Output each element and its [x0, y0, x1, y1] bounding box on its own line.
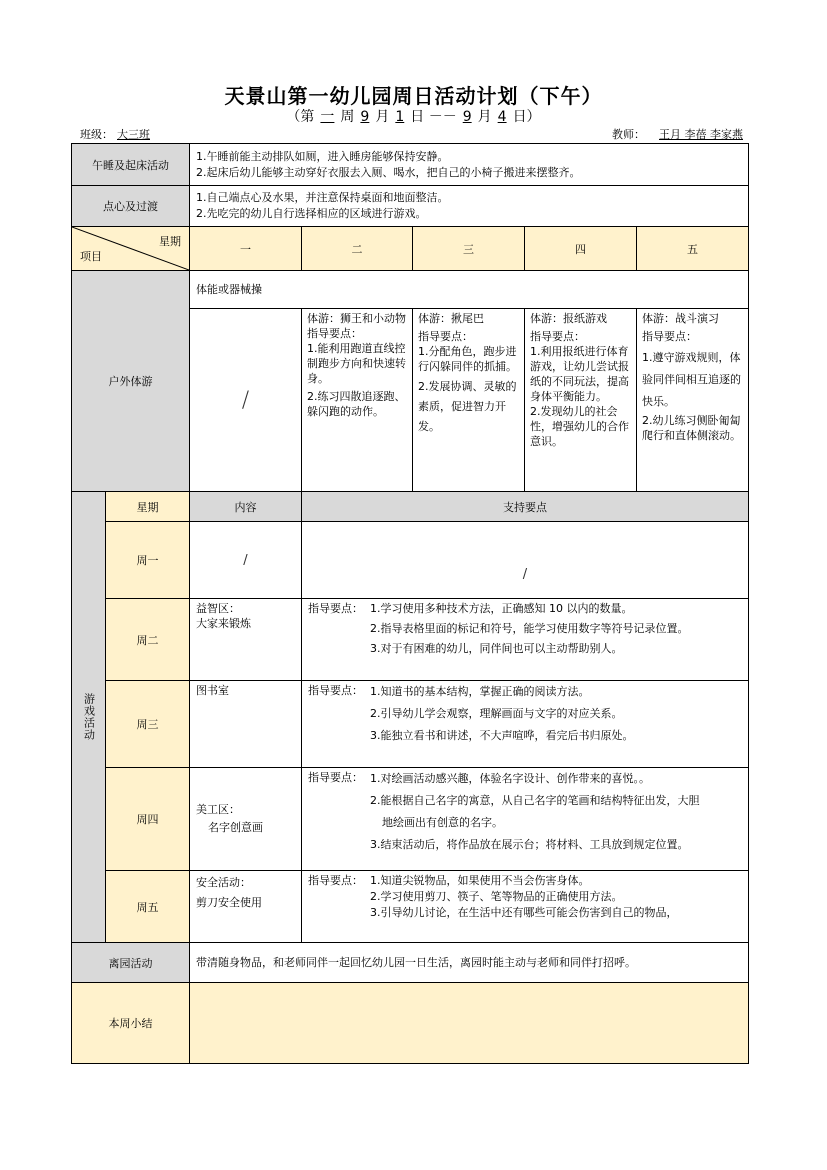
games-col-support: 支持要点: [302, 492, 749, 522]
snack-item: 1.自己端点心及水果，并注意保持桌面和地面整洁。: [196, 191, 449, 204]
games-points: [302, 522, 749, 599]
page-title: 天景山第一幼儿园周日活动计划（下午）: [224, 84, 603, 108]
outdoor-guide-label: 指导要点：: [530, 330, 585, 343]
outdoor-wednesday: [413, 309, 525, 492]
snack-item: 2.先吃完的幼儿自行选择相应的区域进行游戏。: [196, 207, 427, 220]
day-header-wed: 三: [413, 227, 525, 271]
guide-point: 3.对于有困难的幼儿，同伴间也可以主动帮助别人。: [370, 642, 623, 655]
outdoor-point: 1.遵守游戏规则，体验同伴间相互追逐的快乐。: [642, 351, 741, 408]
guide-label: 指导要点：: [308, 771, 363, 784]
class-info: [80, 126, 176, 142]
outdoor-title: 体游：报纸游戏: [530, 312, 607, 325]
start-day: 1: [395, 109, 405, 125]
guide-point: 3.结束活动后，将作品放在展示台；将材料、工具放到规定位置。: [370, 838, 689, 851]
guide-point: 3.能独立看书和讲述，不大声喧哗，看完后书归原处。: [370, 729, 634, 742]
games-content-line: 名字创意画: [208, 821, 263, 834]
games-content-line: 益智区：: [196, 602, 240, 615]
games-day: 周三: [106, 681, 190, 768]
nap-content: [190, 144, 749, 186]
outdoor-monday-slash: /: [241, 387, 250, 413]
leave-content: 带清随身物品，和老师同伴一起回忆幼儿园一日生活，离园时能主动与老师和同伴打招呼。: [190, 943, 749, 983]
guide-point: 1.学习使用多种技术方法，正确感知 10 以内的数量。: [370, 602, 633, 615]
games-points-slash: /: [522, 567, 528, 582]
date-suffix: 日）: [512, 109, 541, 125]
end-month-label: 月: [477, 109, 492, 125]
summary-label: 本周小结: [72, 983, 190, 1064]
guide-point: 1.知道尖锐物品，如果使用不当会伤害身体。: [370, 874, 590, 887]
end-month: 9: [462, 109, 472, 125]
corner-item-label: 项目: [80, 250, 102, 263]
summary-content[interactable]: [190, 983, 749, 1064]
outdoor-tuesday: [302, 309, 413, 492]
outdoor-friday: [637, 309, 749, 492]
class-value: 大三班: [117, 128, 150, 141]
guide-label: 指导要点：: [308, 602, 363, 615]
guide-label: 指导要点：: [308, 684, 363, 697]
games-points: [302, 599, 749, 681]
outdoor-title: 体游：揪尾巴: [418, 312, 484, 325]
guide-point: 2.指导表格里面的标记和符号，能学习使用数字等符号记录位置。: [370, 622, 689, 635]
leave-label: 离园活动: [72, 943, 190, 983]
outdoor-fitness-row: [72, 271, 749, 309]
leave-row: [72, 943, 749, 983]
day-header-thu: 四: [525, 227, 637, 271]
games-row-wed: [72, 681, 749, 768]
outdoor-title: 体游：狮王和小动物: [307, 312, 406, 325]
outdoor-point: 2.幼儿练习侧卧匍匐爬行和直体侧滚动。: [642, 414, 741, 442]
outdoor-monday: [190, 309, 302, 492]
week-number: 一: [320, 109, 335, 125]
class-label: 班级：: [80, 128, 113, 141]
games-content: [190, 522, 302, 599]
games-content-line: 安全活动：: [196, 876, 251, 889]
games-col-weekday: 星期: [106, 492, 190, 522]
snack-row: [72, 186, 749, 227]
games-day: 周四: [106, 768, 190, 871]
outdoor-point: 1.利用报纸进行体育游戏，让幼儿尝试报纸的不同玩法，提高身体平衡能力。: [530, 345, 629, 403]
activity-plan-table: [71, 143, 749, 1064]
outdoor-thursday: [525, 309, 637, 492]
snack-content: [190, 186, 749, 227]
games-row-fri: [72, 871, 749, 943]
outdoor-point: 2.发展协调、灵敏的素质，促进智力开发。: [418, 380, 517, 433]
games-content-line: 大家来锻炼: [196, 617, 251, 630]
outdoor-point: 1.能利用跑道直线控制跑步方向和快速转身。: [307, 342, 406, 385]
nap-item: 2.起床后幼儿能够主动穿好衣服去入厕、喝水，把自己的小椅子搬进来摆整齐。: [196, 165, 581, 179]
games-content-slash: /: [243, 552, 248, 568]
outdoor-guide-label: 指导要点：: [642, 330, 697, 343]
outdoor-label: 户外体游: [72, 271, 190, 492]
teacher-value: 王月 李蓓 李家燕: [659, 128, 743, 141]
outdoor-point: 2.发现幼儿的社会性，增强幼儿的合作意识。: [530, 405, 629, 448]
games-points: [302, 768, 749, 871]
week-suffix: 周: [340, 109, 355, 125]
day-header-mon: 一: [190, 227, 302, 271]
games-header-row: [72, 492, 749, 522]
guide-point: 2.能根据自己名字的寓意，从自己名字的笔画和结构特征出发，大胆: [370, 794, 700, 807]
games-row-thu: [72, 768, 749, 871]
games-content: [190, 871, 302, 943]
guide-point: 地绘画出有创意的名字。: [382, 816, 503, 829]
nap-row: [72, 144, 749, 186]
outdoor-guide-label: 指导要点：: [418, 330, 473, 343]
games-label: 游戏活动: [82, 693, 96, 741]
games-content: [190, 768, 302, 871]
games-points: [302, 871, 749, 943]
end-day: 4: [497, 109, 507, 125]
games-row-tue: [72, 599, 749, 681]
games-content-line: 剪刀安全使用: [196, 896, 262, 909]
guide-point: 2.引导幼儿学会观察，理解画面与文字的对应关系。: [370, 707, 623, 720]
games-day: 周二: [106, 599, 190, 681]
day-header-fri: 五: [637, 227, 749, 271]
guide-point: 1.对绘画活动感兴趣，体验名字设计、创作带来的喜悦。。: [370, 772, 650, 785]
games-label-cell: [72, 492, 106, 943]
outdoor-point: 1.分配角色，跑步进行闪躲同伴的抓捕。: [418, 345, 517, 373]
guide-label: 指导要点：: [308, 874, 363, 887]
teacher-label: 教师：: [612, 128, 645, 141]
games-content: [190, 681, 302, 768]
date-range: [0, 106, 827, 126]
nap-label: 午睡及起床活动: [72, 144, 190, 186]
guide-point: 2.学习使用剪刀、筷子、笔等物品的正确使用方法。: [370, 890, 623, 903]
nap-item: 1.午睡前能主动排队如厕，进入睡房能够保持安静。: [196, 149, 449, 163]
start-month: 9: [360, 109, 370, 125]
outdoor-point: 2.练习四散追逐跑、躲闪跑的动作。: [307, 390, 406, 418]
outdoor-title: 体游：战斗演习: [642, 312, 719, 325]
guide-point: 1.知道书的基本结构，掌握正确的阅读方法。: [370, 685, 590, 698]
games-points: [302, 681, 749, 768]
summary-row: [72, 983, 749, 1064]
month-label: 月: [375, 109, 390, 125]
games-content-line: 美工区：: [196, 803, 240, 816]
games-col-content: 内容: [190, 492, 302, 522]
outdoor-fitness: 体能或器械操: [190, 271, 749, 309]
corner-weekday-label: 星期: [159, 235, 181, 248]
games-content: [190, 599, 302, 681]
outdoor-guide-label: 指导要点：: [307, 327, 362, 340]
games-day: 周五: [106, 871, 190, 943]
weekday-header-row: [72, 227, 749, 271]
games-content-line: 图书室: [196, 684, 229, 697]
games-day: 周一: [106, 522, 190, 599]
games-row-mon: [72, 522, 749, 599]
date-prefix: （第: [286, 109, 315, 125]
day-header-tue: 二: [302, 227, 413, 271]
day-label: 日 －－: [410, 109, 457, 125]
snack-label: 点心及过渡: [72, 186, 190, 227]
guide-point: 3.引导幼儿讨论，在生活中还有哪些可能会伤害到自己的物品，: [370, 906, 678, 919]
teacher-info: [612, 126, 747, 142]
corner-header: [72, 227, 190, 271]
